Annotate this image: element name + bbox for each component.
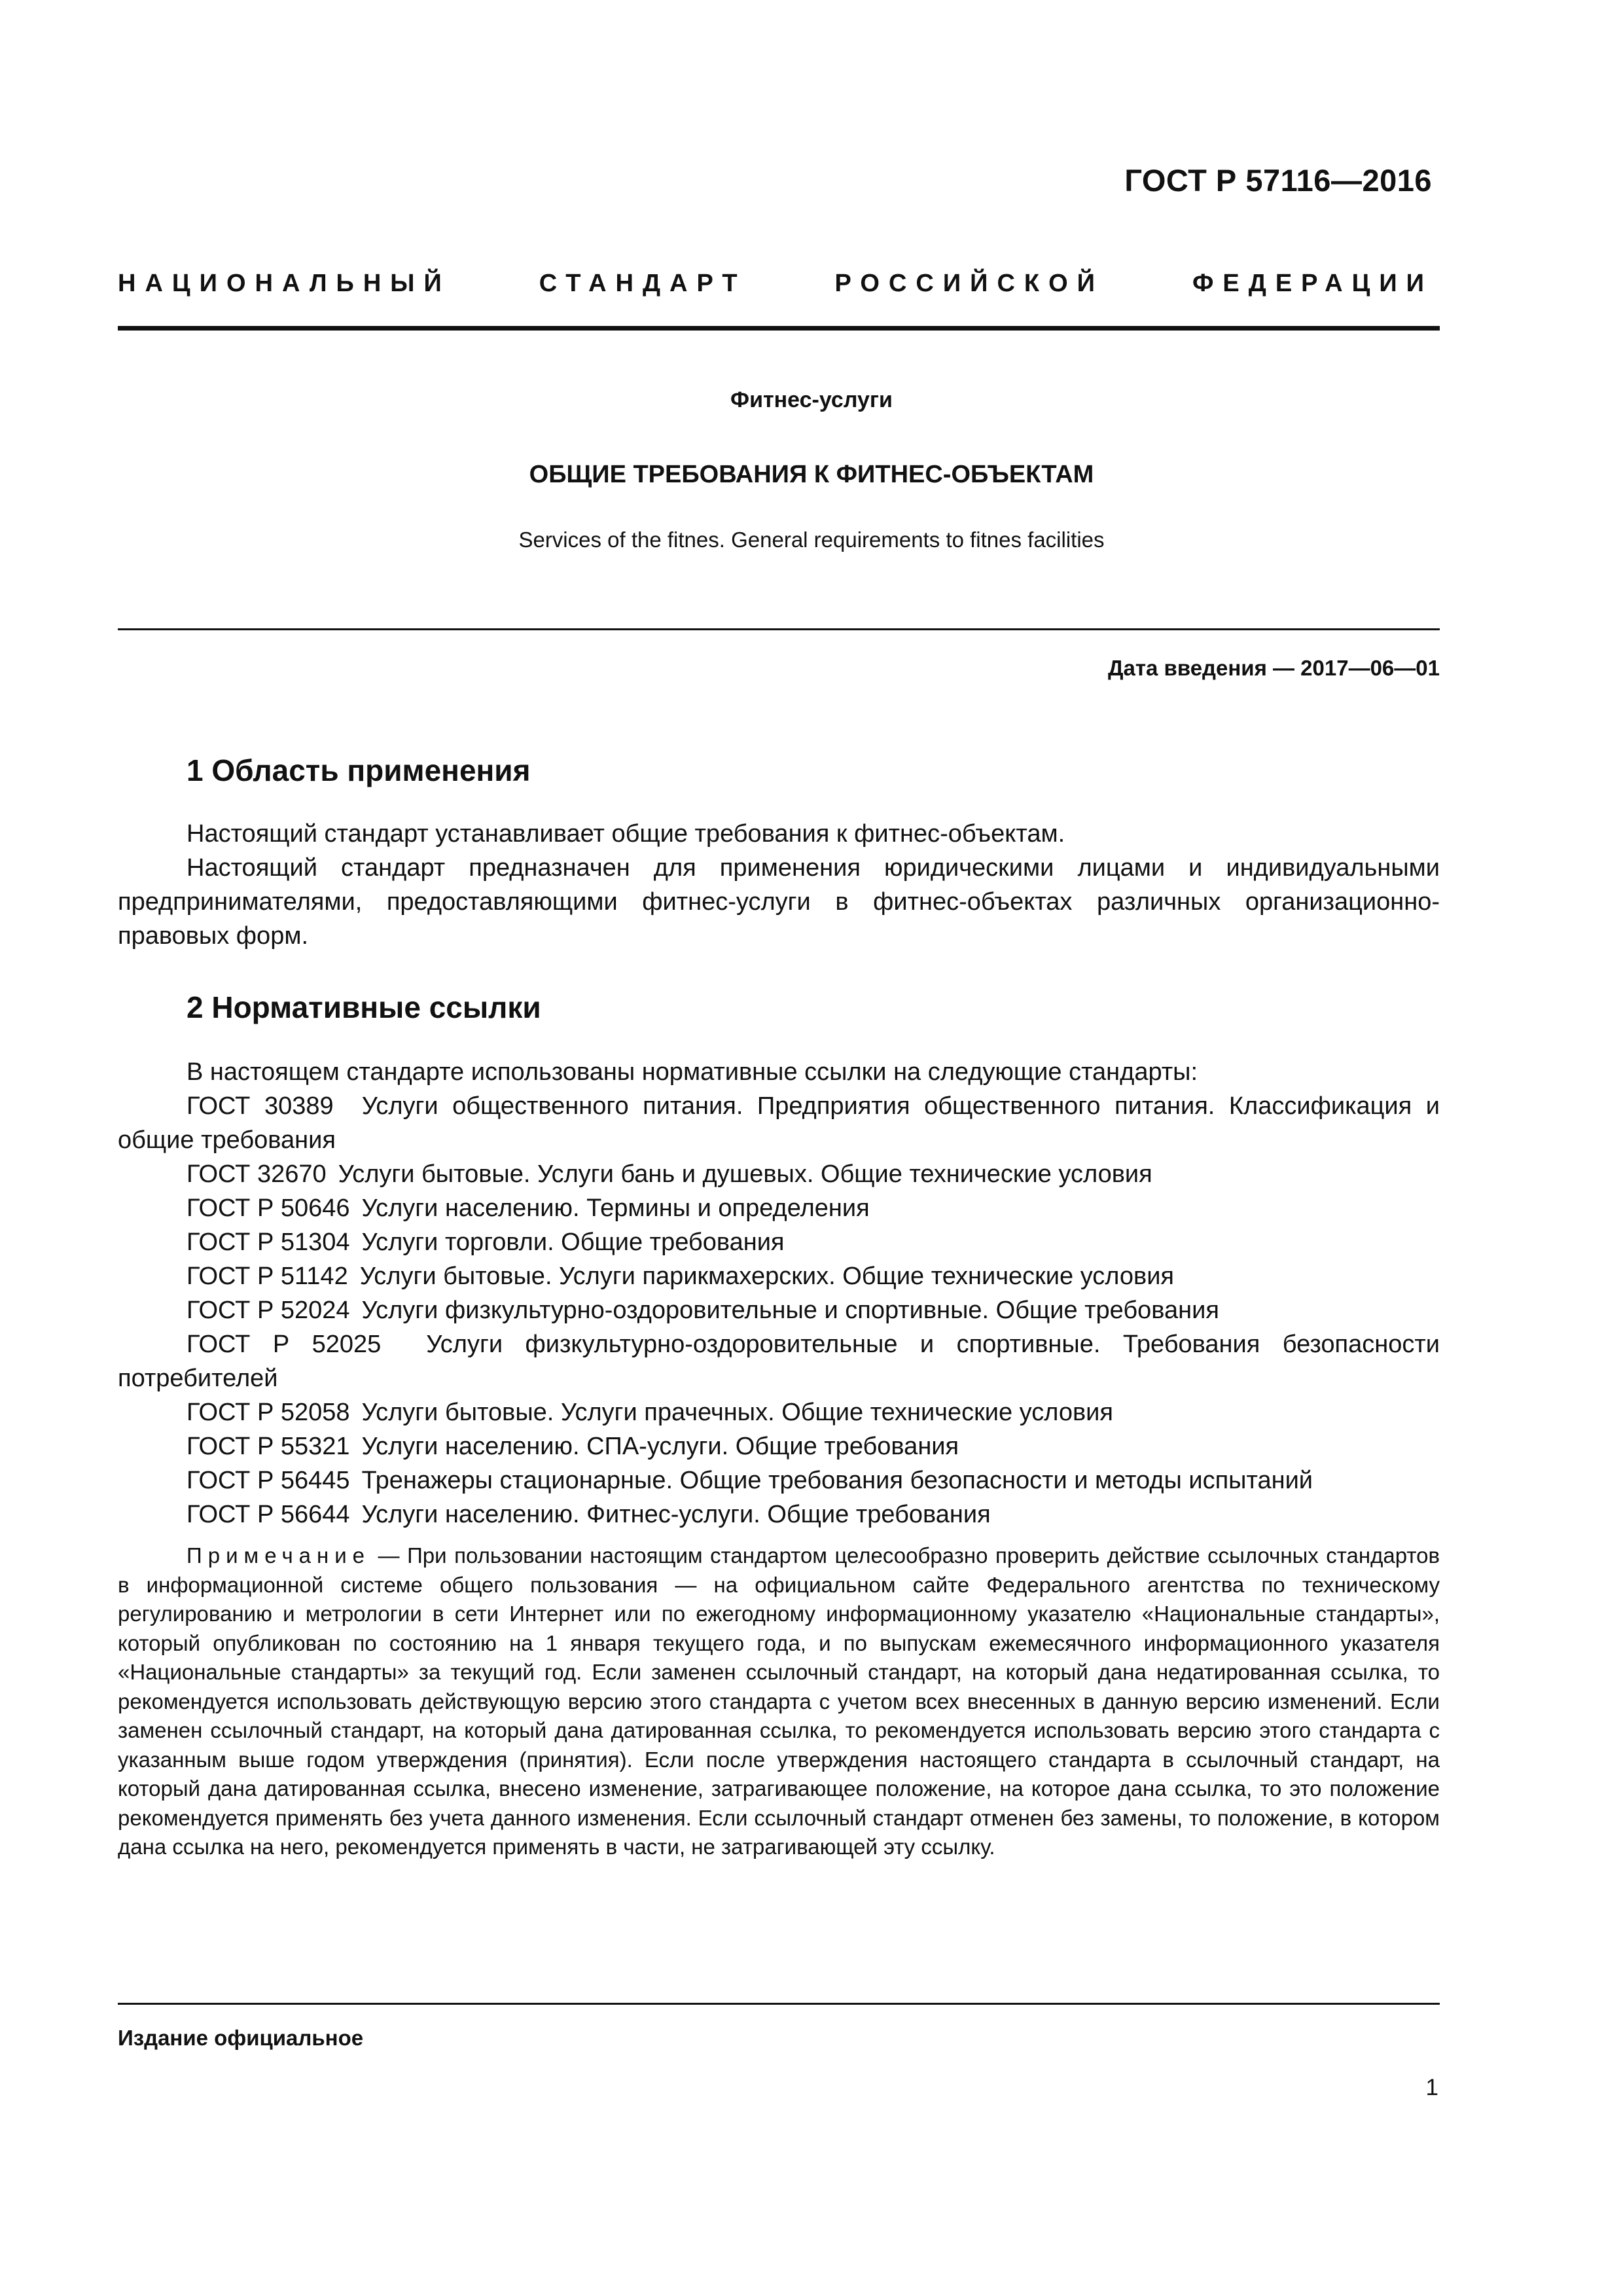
note-paragraph	[118, 1541, 1440, 1862]
reference-title: Услуги бытовые. Услуги бань и душевых. Общие технические условия	[338, 1160, 1152, 1188]
document-subject: Фитнес-услуги	[730, 387, 893, 412]
reference-item	[118, 1327, 1440, 1395]
reference-title: Услуги населению. Фитнес-услуги. Общие требования	[361, 1501, 991, 1528]
reference-code: ГОСТ 32670	[187, 1160, 327, 1188]
reference-title: Услуги общественного питания. Предприятия общественного питания. Классификация и общие требования	[118, 1092, 1440, 1154]
reference-item	[118, 1498, 1440, 1532]
edition-label: Издание официальное	[118, 2026, 364, 2050]
reference-code: ГОСТ 30389	[187, 1092, 334, 1120]
reference-code: ГОСТ Р 51304	[187, 1229, 350, 1256]
document-code: ГОСТ Р 57116—2016	[1124, 163, 1432, 198]
reference-code: ГОСТ Р 50646	[187, 1194, 350, 1222]
reference-item	[118, 1463, 1440, 1498]
introduction-date: Дата введения — 2017—06—01	[1108, 656, 1440, 680]
section-1-heading: 1 Область применения	[187, 753, 531, 787]
national-standard-banner: НАЦИОНАЛЬНЫЙ СТАНДАРТ РОССИЙСКОЙ ФЕДЕРАЦИИ	[118, 270, 1433, 297]
reference-item	[118, 1395, 1440, 1429]
reference-item	[118, 1259, 1440, 1293]
section-1-paragraph: Настоящий стандарт предназначен для применения юридическими лицами и индивидуальными предпринимателями, предоставляющими фитнес-услуги в фитнес-объектах различных организационно-правовых форм.	[118, 854, 1440, 950]
reference-code: ГОСТ Р 52024	[187, 1297, 350, 1324]
references-list	[118, 1055, 1440, 1532]
note-text: — При пользовании настоящим стандартом целесообразно проверить действие ссылочных стандартов в информационной системе общего пользования — на официальном сайте Федерального агентства по техническому регулированию и метрологии в сети Интернет или по ежегодному информационному указателю «Национальные стандарты», который опубликован по состоянию на 1 января текущего года, и по выпускам ежемесячного информационного указателя «Национальные стандарты» за текущий год. Если заменен ссылочный стандарт, на который дана недатированная ссылка, то рекомендуется использовать действующую версию этого стандарта с учетом всех внесенных в данную версию изменений. Если заменен ссылочный стандарт, на который дана датированная ссылка, то рекомендуется использовать версию этого стандарта с указанным выше годом утверждения (принятия). Если после утверждения настоящего стандарта в ссылочный стандарт, на который дана датированная ссылка, внесено изменение, затрагивающее положение, на которое дана ссылка, то это положение рекомендуется применять без учета данного изменения. Если ссылочный стандарт отменен без замены, то положение, в котором дана ссылка на него, рекомендуется применять в части, не затрагивающей эту ссылку.	[118, 1543, 1440, 1859]
document-title: ОБЩИЕ ТРЕБОВАНИЯ К ФИТНЕС-ОБЪЕКТАМ	[529, 461, 1094, 488]
reference-title: Услуги населению. СПА-услуги. Общие требования	[361, 1433, 959, 1460]
reference-code: ГОСТ Р 52025	[187, 1331, 382, 1358]
reference-code: ГОСТ Р 56644	[187, 1501, 350, 1528]
note-block	[118, 1541, 1440, 1862]
reference-item	[118, 1429, 1440, 1463]
reference-code: ГОСТ Р 55321	[187, 1433, 350, 1460]
header-rule	[118, 326, 1440, 331]
section-1-body	[118, 817, 1440, 953]
note-label: Примечание	[187, 1543, 371, 1568]
reference-title: Услуги бытовые. Услуги парикмахерских. Общие технические условия	[359, 1263, 1174, 1290]
reference-item	[118, 1225, 1440, 1259]
reference-title: Тренажеры стационарные. Общие требования безопасности и методы испытаний	[361, 1467, 1313, 1494]
reference-title: Услуги физкультурно-оздоровительные и спортивные. Общие требования	[361, 1297, 1219, 1324]
reference-code: ГОСТ Р 56445	[187, 1467, 350, 1494]
section-2-heading: 2 Нормативные ссылки	[187, 990, 541, 1024]
footer-rule	[118, 2003, 1440, 2005]
document-title-english: Services of the fitnes. General requirements to fitnes facilities	[518, 528, 1105, 552]
section-1-paragraph: Настоящий стандарт устанавливает общие требования к фитнес-объектам.	[187, 820, 1065, 848]
reference-title: Услуги физкультурно-оздоровительные и спортивные. Требования безопасности потребителей	[118, 1331, 1440, 1392]
reference-title: Услуги бытовые. Услуги прачечных. Общие технические условия	[361, 1399, 1113, 1426]
page-number: 1	[1425, 2075, 1438, 2100]
title-rule	[118, 628, 1440, 630]
reference-title: Услуги торговли. Общие требования	[361, 1229, 785, 1256]
reference-code: ГОСТ Р 52058	[187, 1399, 350, 1426]
reference-item	[118, 1293, 1440, 1327]
reference-item	[118, 1191, 1440, 1225]
reference-code: ГОСТ Р 51142	[187, 1263, 348, 1290]
references-intro: В настоящем стандарте использованы нормативные ссылки на следующие стандарты:	[187, 1058, 1198, 1086]
reference-item	[118, 1157, 1440, 1191]
reference-item	[118, 1089, 1440, 1157]
reference-title: Услуги населению. Термины и определения	[361, 1194, 870, 1222]
